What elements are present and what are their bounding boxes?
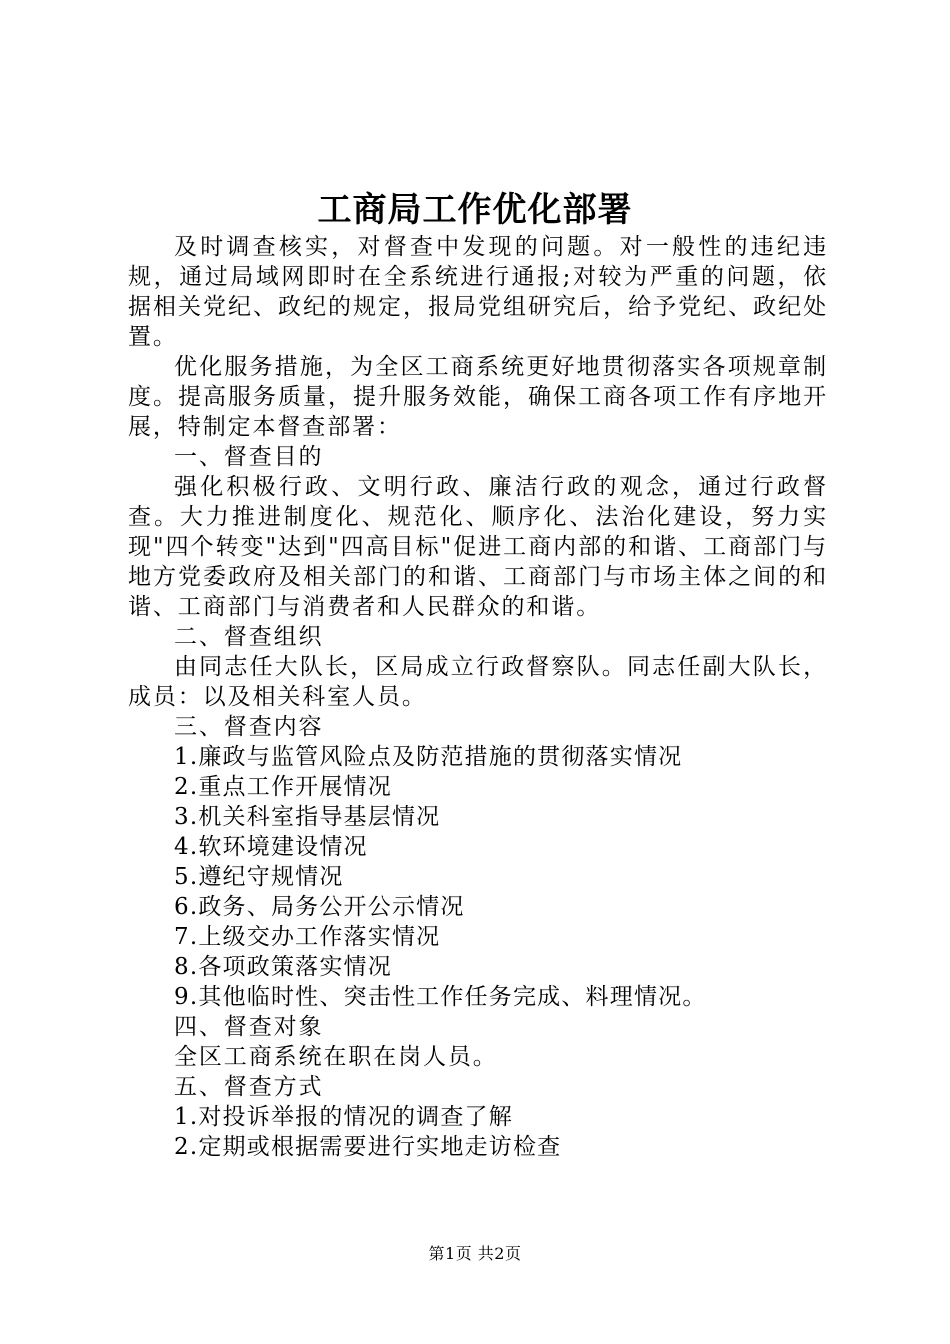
section-heading: 四、督查对象 bbox=[174, 1014, 324, 1040]
paragraph: 由同志任大队长，区局成立行政督察队。同志任副大队长，成员：以及相关科室人员。 bbox=[128, 654, 828, 710]
list-item: 6.政务、局务公开公示情况 bbox=[174, 894, 465, 920]
list-item: 7.上级交办工作落实情况 bbox=[174, 924, 441, 950]
paragraph: 优化服务措施，为全区工商系统更好地贯彻落实各项规章制度。提高服务质量，提升服务效能，确保工商各项工作有序地开展，特制定本督查部署： bbox=[128, 354, 828, 440]
page-footer: 第1页 共2页 bbox=[428, 1244, 522, 1263]
section-heading: 五、督查方式 bbox=[174, 1074, 324, 1100]
document-body bbox=[128, 232, 828, 1162]
list-item: 2.重点工作开展情况 bbox=[174, 774, 392, 800]
list-item: 5.遵纪守规情况 bbox=[174, 864, 344, 890]
paragraph: 全区工商系统在职在岗人员。 bbox=[174, 1044, 498, 1070]
paragraph: 及时调查核实，对督查中发现的问题。对一般性的违纪违规，通过局域网即时在全系统进行通报;对较为严重的问题，依据相关党纪、政纪的规定，报局党组研究后，给予党纪、政纪处置。 bbox=[128, 234, 828, 350]
list-item: 8.各项政策落实情况 bbox=[174, 954, 392, 980]
list-item: 9.其他临时性、突击性工作任务完成、料理情况。 bbox=[174, 984, 707, 1010]
list-item: 3.机关科室指导基层情况 bbox=[174, 804, 441, 830]
list-item: 2.定期或根据需要进行实地走访检查 bbox=[174, 1134, 562, 1160]
section-heading: 二、督查组织 bbox=[174, 624, 324, 650]
section-heading: 一、督查目的 bbox=[174, 444, 324, 470]
list-item: 1.廉政与监管风险点及防范措施的贯彻落实情况 bbox=[174, 744, 683, 770]
list-item: 1.对投诉举报的情况的调查了解 bbox=[174, 1104, 513, 1130]
section-heading: 三、督查内容 bbox=[174, 714, 324, 740]
document-title: 工商局工作优化部署 bbox=[317, 190, 633, 230]
list-item: 4.软环境建设情况 bbox=[174, 834, 368, 860]
paragraph: 强化积极行政、文明行政、廉洁行政的观念，通过行政督查。大力推进制度化、规范化、顺序化、法治化建设，努力实现"四个转变"达到"四高目标"促进工商内部的和谐、工商部门与地方党委政府及相关部门的和谐、工商部门与市场主体之间的和谐、工商部门与消费者和人民群众的和谐。 bbox=[128, 474, 828, 620]
